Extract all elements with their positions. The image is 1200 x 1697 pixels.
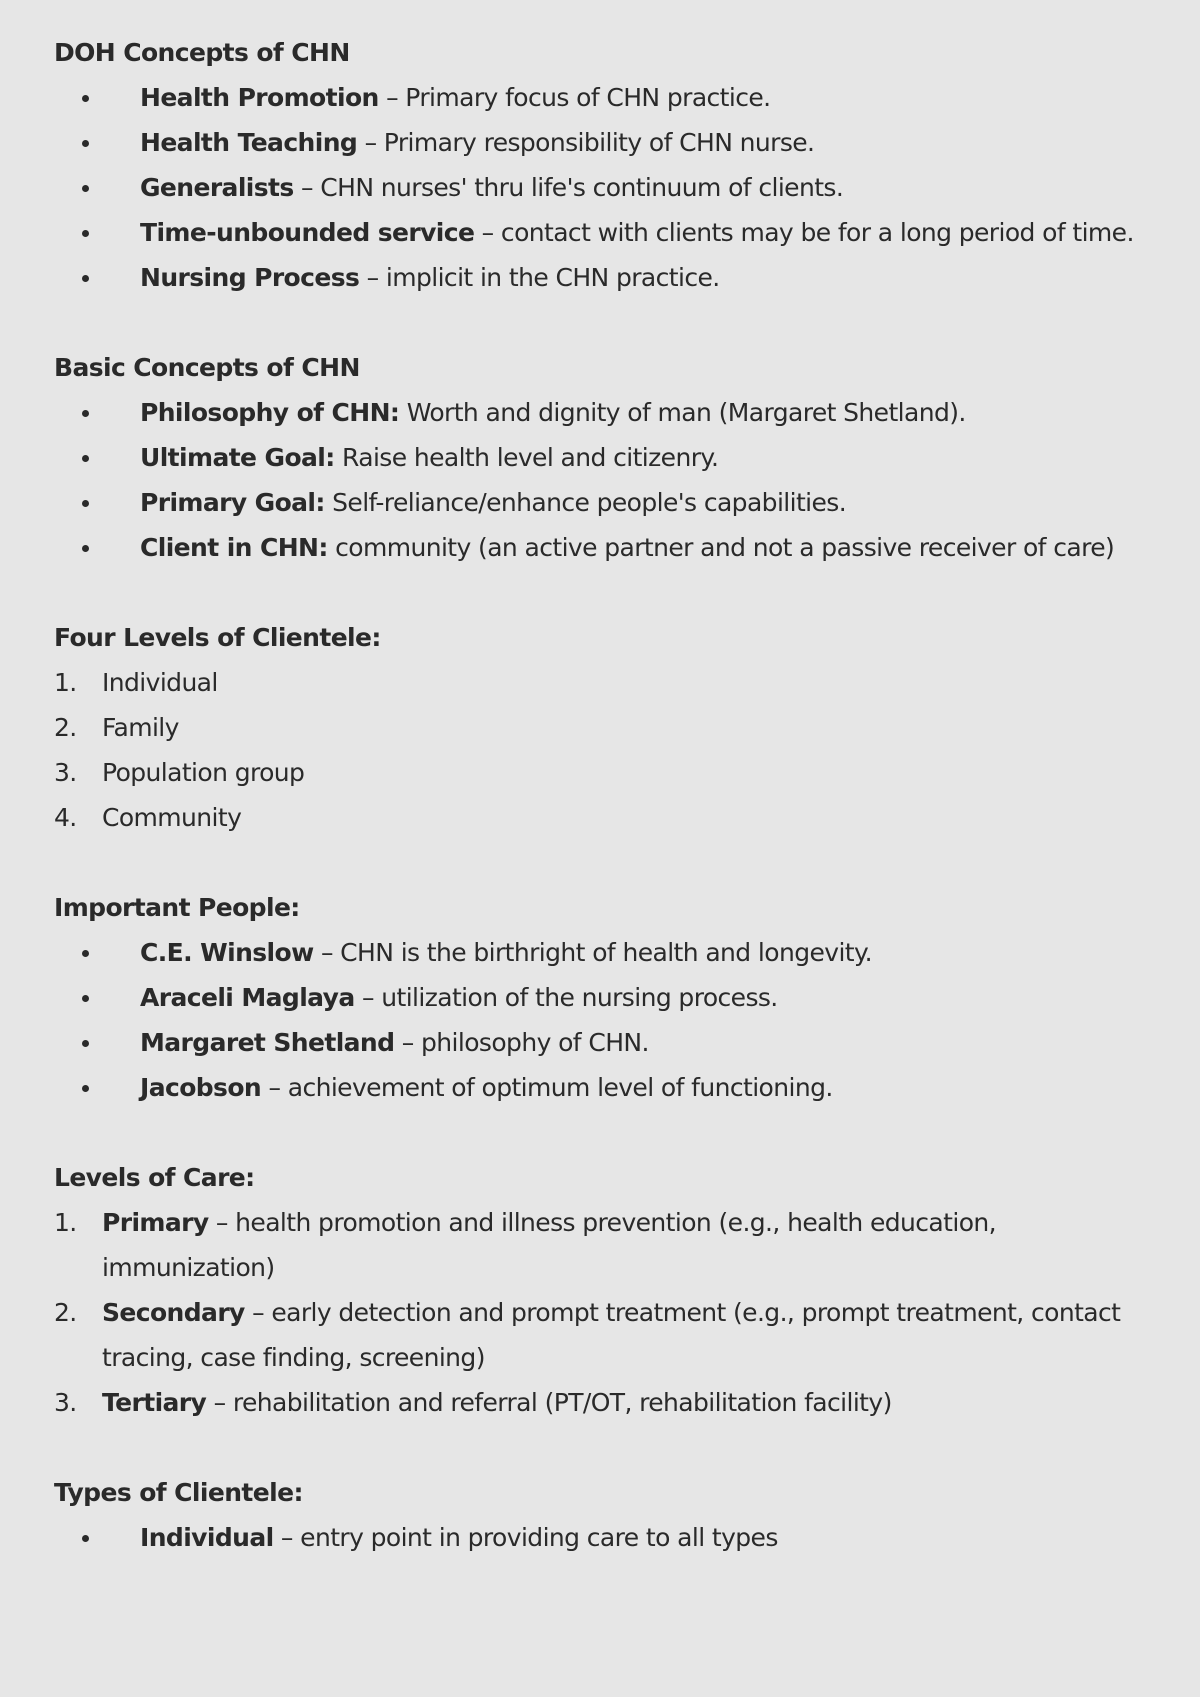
term: Health Promotion: [140, 83, 379, 112]
doh-concepts-section: [54, 30, 1154, 300]
list-item: [54, 1065, 1154, 1110]
term: Individual: [140, 1523, 274, 1552]
list-item: [54, 1200, 1154, 1290]
definition: – CHN nurses' thru life's continuum of clients.: [293, 173, 844, 202]
definition: – utilization of the nursing process.: [354, 983, 778, 1012]
list-item: [54, 75, 1154, 120]
definition: – early detection and prompt treatment (e.g., prompt treatment, contact tracing, case finding, screening): [102, 1298, 1121, 1372]
definition: Self-reliance/enhance people's capabilities.: [324, 488, 847, 517]
clientele-levels-list: [54, 660, 1154, 840]
item-number: 4.: [54, 803, 77, 832]
definition: – rehabilitation and referral (PT/OT, rehabilitation facility): [206, 1388, 892, 1417]
list-item: [54, 165, 1154, 210]
clientele-types-section: [54, 1470, 1154, 1560]
section-heading: Basic Concepts of CHN: [54, 353, 360, 382]
list-item: [54, 525, 1154, 570]
term: Jacobson: [140, 1073, 262, 1102]
list-item: [54, 120, 1154, 165]
list-item: [54, 1380, 1154, 1425]
item-text: Population group: [102, 758, 305, 787]
definition: – implicit in the CHN practice.: [359, 263, 720, 292]
section-heading: Types of Clientele:: [54, 1478, 303, 1507]
document: [54, 30, 1154, 1560]
doh-concepts-list: [54, 75, 1154, 300]
item-text: Individual: [102, 668, 218, 697]
list-item: [54, 1020, 1154, 1065]
item-number: 3.: [54, 1388, 77, 1417]
term: Client in CHN:: [140, 533, 328, 562]
definition: – health promotion and illness prevention (e.g., health education, immunization): [102, 1208, 996, 1282]
definition: – philosophy of CHN.: [394, 1028, 649, 1057]
list-item: [54, 435, 1154, 480]
definition: – achievement of optimum level of functioning.: [261, 1073, 833, 1102]
clientele-levels-section: [54, 615, 1154, 840]
definition: – contact with clients may be for a long period of time.: [474, 218, 1134, 247]
term: Primary: [102, 1208, 209, 1237]
section-heading: Levels of Care:: [54, 1163, 255, 1192]
section-heading: Four Levels of Clientele:: [54, 623, 381, 652]
list-item: [54, 1290, 1154, 1380]
term: Nursing Process: [140, 263, 360, 292]
item-number: 1.: [54, 668, 77, 697]
definition: – Primary responsibility of CHN nurse.: [357, 128, 815, 157]
basic-concepts-list: [54, 390, 1154, 570]
item-text: Family: [102, 713, 179, 742]
list-item: [54, 795, 1154, 840]
term: C.E. Winslow: [140, 938, 314, 967]
term: Time-unbounded service: [140, 218, 475, 247]
term: Araceli Maglaya: [140, 983, 355, 1012]
term: Health Teaching: [140, 128, 358, 157]
list-item: [54, 705, 1154, 750]
term: Ultimate Goal:: [140, 443, 335, 472]
list-item: [54, 480, 1154, 525]
list-item: [54, 210, 1154, 255]
term: Primary Goal:: [140, 488, 325, 517]
item-number: 2.: [54, 713, 77, 742]
definition: – entry point in providing care to all types: [273, 1523, 778, 1552]
definition: – Primary focus of CHN practice.: [378, 83, 771, 112]
term: Philosophy of CHN:: [140, 398, 400, 427]
section-heading: Important People:: [54, 893, 300, 922]
term: Tertiary: [102, 1388, 207, 1417]
item-number: 2.: [54, 1298, 77, 1327]
section-heading: DOH Concepts of CHN: [54, 38, 350, 67]
basic-concepts-section: [54, 345, 1154, 570]
care-levels-list: [54, 1200, 1154, 1425]
list-item: [54, 930, 1154, 975]
list-item: [54, 1515, 1154, 1560]
definition: Raise health level and citizenry.: [334, 443, 719, 472]
care-levels-section: [54, 1155, 1154, 1425]
list-item: [54, 975, 1154, 1020]
term: Generalists: [140, 173, 294, 202]
important-people-list: [54, 930, 1154, 1110]
definition: community (an active partner and not a passive receiver of care): [327, 533, 1115, 562]
definition: Worth and dignity of man (Margaret Shetland).: [399, 398, 966, 427]
list-item: [54, 255, 1154, 300]
item-text: Community: [102, 803, 242, 832]
important-people-section: [54, 885, 1154, 1110]
list-item: [54, 660, 1154, 705]
list-item: [54, 750, 1154, 795]
list-item: [54, 390, 1154, 435]
definition: – CHN is the birthright of health and longevity.: [313, 938, 872, 967]
item-number: 3.: [54, 758, 77, 787]
item-number: 1.: [54, 1208, 77, 1237]
term: Secondary: [102, 1298, 245, 1327]
clientele-types-list: [54, 1515, 1154, 1560]
term: Margaret Shetland: [140, 1028, 395, 1057]
